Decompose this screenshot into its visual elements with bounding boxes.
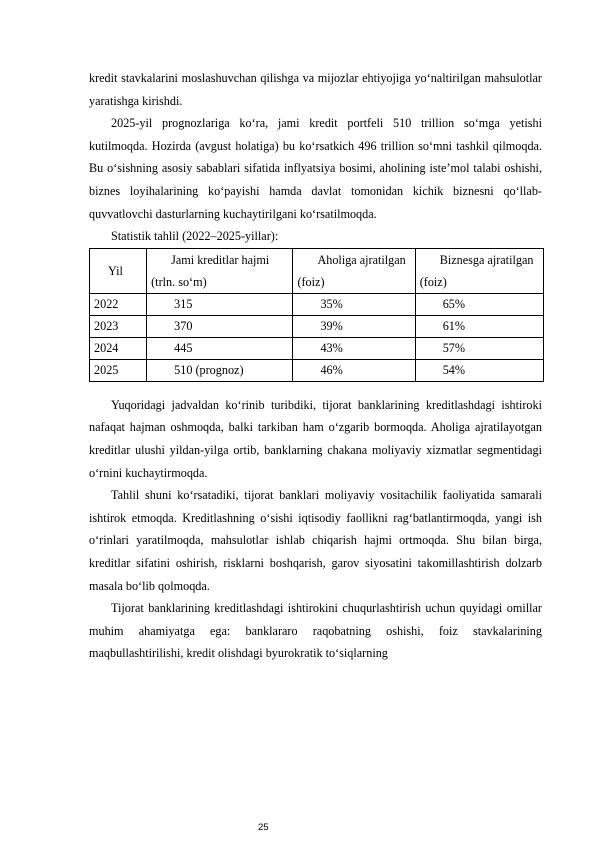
header-year <box>90 248 147 293</box>
header-total-credit-label: Jami kreditlar hajmi (trln. so‘m) <box>151 252 270 289</box>
cell-business: 61% <box>415 315 543 337</box>
table-row <box>90 359 544 381</box>
cell-population: 43% <box>293 337 415 359</box>
cell-year: 2024 <box>90 337 147 359</box>
cell-total: 510 (prognoz) <box>147 359 293 381</box>
page-body <box>89 67 542 665</box>
cell-year: 2023 <box>90 315 147 337</box>
table-row <box>90 315 544 337</box>
table-caption: Statistik tahlil (2022–2025-yillar): <box>111 229 279 244</box>
statistics-table <box>89 248 544 382</box>
header-total-credit <box>147 248 293 293</box>
paragraph-table-analysis: Yuqoridagi jadvaldan ko‘rinib turibdiki, tijorat banklarining kreditlashdagi ishtiroki nafaqat hajman oshmoqda, balki tarkiban ham o‘zgarib bormoqda. Aholiga ajratilayotgan kreditlar ulushi yildan-yilga ortib, banklarning chakana moliyaviy xizmatlar segmentidagi o‘rnini kuchaytirmoqda. <box>89 397 542 480</box>
cell-business: 57% <box>415 337 543 359</box>
cell-total: 315 <box>147 293 293 315</box>
cell-total: 445 <box>147 337 293 359</box>
header-population <box>293 248 415 293</box>
paragraph-conclusion: Tahlil shuni ko‘rsatadiki, tijorat banklari moliyaviy vositachilik faoliyatida samarali ishtirok etmoqda. Kreditlashning o‘sishi iqtisodiy faollikni rag‘batlantirmoqda, yangi ish o‘rinlari yaratilmoqda, mahsulotlar ishlab chiqarish hajmi ortmoqda. Shu bilan birga, kreditlar sifatini oshirish, risklarni boshqarish, garov siyosatini takomillashtirish dolzarb masala bo‘lib qolmoqda. <box>89 488 542 593</box>
table-row <box>90 293 544 315</box>
table-row <box>90 337 544 359</box>
header-business-label: Biznesga ajratilgan (foiz) <box>419 252 534 289</box>
cell-business: 54% <box>415 359 543 381</box>
cell-population: 39% <box>293 315 415 337</box>
cell-population: 35% <box>293 293 415 315</box>
paragraph-continued: kredit stavkalarini moslashuvchan qilishga va mijozlar ehtiyojiga yo‘naltirilgan mahsulotlar yaratishga kirishdi. <box>89 71 542 108</box>
header-population-label: Aholiga ajratilgan (foiz) <box>297 252 406 289</box>
spacer <box>89 382 542 394</box>
header-year-label: Yil <box>108 263 123 278</box>
page-number: 25 <box>258 822 269 833</box>
header-business <box>415 248 543 293</box>
cell-total: 370 <box>147 315 293 337</box>
paragraph-factors: Tijorat banklarining kreditlashdagi ishtirokini chuqurlashtirish uchun quyidagi omillar muhim ahamiyatga ega: banklararo raqobatning oshishi, foiz stavkalarining maqbullashtirilishi, kredit olishdagi byurokratik to‘siqlarning <box>89 601 542 661</box>
paragraph-forecast: 2025-yil prognozlariga ko‘ra, jami kredit portfeli 510 trillion so‘mga yetishi kutilmoqda. Hozirda (avgust holatiga) bu ko‘rsatkich 496 trillion so‘mni tashkil qilmoqda. Bu o‘sishning asosiy sabablari sifatida inflyatsiya bosimi, aholining iste’mol talabi oshishi, biznes loyihalarining ko‘payishi hamda davlat tomonidan kichik biznesni qo‘llab-quvvatlovchi dasturlarning kuchaytirilgani ko‘rsatilmoqda. <box>89 116 542 221</box>
cell-business: 65% <box>415 293 543 315</box>
cell-population: 46% <box>293 359 415 381</box>
table-header-row <box>90 248 544 293</box>
cell-year: 2025 <box>90 359 147 381</box>
cell-year: 2022 <box>90 293 147 315</box>
